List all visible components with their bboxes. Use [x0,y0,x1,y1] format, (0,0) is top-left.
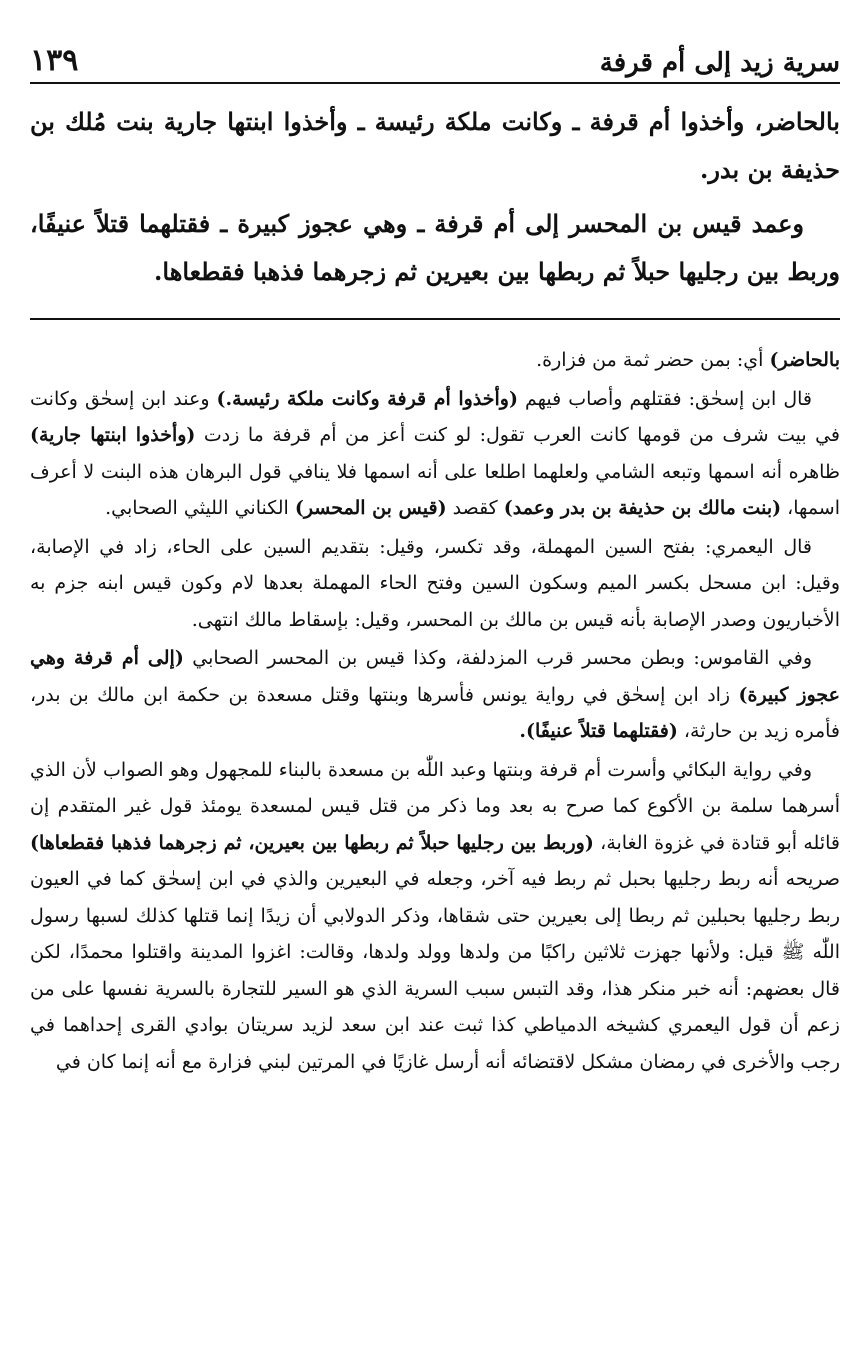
commentary-text: صريحه أنه ربط رجليها بحبل ثم ربط فيه آخر، وجعله في البعيرين والذي في ابن إسحٰق كما في العيون ربط رجليها بحبلين ثم ربطا إلى بعيرين حتى شقاها، وذكر الدولابي أن زيدًا إنما قتلها كذلك لسبها رسول اللّٰه ﷺ قيل: ولأنها جهزت ثلاثين راكبًا من ولدها وولد ولدها، وقالت: اغزوا المدينة واقتلوا محمدًا، لكن قال بعضهم: أنه خبر منكر هذا، وقد التبس سبب السرية الذي هو السير للتجارة بالسرية نفسها على من زعم أن قول اليعمري كشيخه الدمياطي كذا ثبت عند ابن سعد لزيد سريتان بوادي القرى إحداهما في رجب والأخرى في رمضان مشكل لاقتضائه أنه أرسل غازيًا في المرتين لبني فزارة مع أنه إنما كان في [30,868,841,1073]
main-paragraph: وعمد قيس بن المحسر إلى أم قرفة ـ وهي عجوز كبيرة ـ فقتلهما قتلاً عنيفًا، وربط بين رجليها حبلاً ثم ربطها بين بعيرين ثم زجرهما فذهبا فقطعاها. [30,209,840,286]
running-title: سرية زيد إلى أم قرفة [599,48,840,78]
commentary-paragraph [30,529,840,639]
quoted-phrase: (إلى أم قرفة وهي عجوز كبيرة) [30,647,840,706]
main-text [30,98,840,296]
commentary-text: زاد ابن إسحٰق في رواية يونس فأسرها وبنتها وقتل مسعدة بن حكمة ابن مالك بن بدر، فأمره زيد بن حارثة، [30,683,840,742]
commentary-text: وعند ابن إسحٰق وكانت في بيت شرف من قومها كانت العرب تقول: لو كنت أعز من أم قرفة ما زدت [30,387,840,446]
commentary-paragraph [30,640,840,750]
quoted-phrase: بالحاضر) [769,349,840,371]
page-number: ١٣٩ [30,43,79,78]
commentary-paragraph [30,381,840,527]
commentary-text: ظاهره أنه اسمها وتبعه الشامي ولعلهما اطلعا على أنه اسمها فلا ينافي قول البرهان هذه البنت لا أعرف اسمها، [30,460,840,519]
commentary-text: قال اليعمري: بفتح السين المهملة، وقد تكسر، وقيل: بتقديم السين على الحاء، زاد في الإصابة، وقيل: ابن مسحل بكسر الميم وسكون السين وفتح الحاء المهملة بعدها لام وكون قيس ابنه جزم به الأخباريون وصدر الإصابة بأنه قيس بن مالك بن المحسر، وقيل: بإسقاط مالك انتهى. [30,535,840,631]
commentary-paragraph [30,752,840,1081]
commentary-text: أي: بمن حضر ثمة من فزارة. [536,349,770,371]
book-page [30,30,840,1344]
page-header [30,30,840,84]
commentary-text: كقصد [446,497,504,519]
quoted-phrase: (فقتلهما قتلاً عنيفًا). [519,720,678,742]
commentary-text: الكناني الليثي الصحابي. [105,497,295,519]
commentary-paragraph [30,342,840,379]
commentary-text: وفي رواية البكائي وأسرت أم قرفة وبنتها وعبد اللّٰه بن مسعدة بالبناء للمجهول وهو الصواب لأن الذي أسرهما سلمة بن الأكوع كما صرح به بعد وما ذكر من قتل قيس لمسعدة يومئذ قول غير المتقدم إن قائله أبو قتادة في غزوة الغابة، [30,758,841,854]
commentary-text: قال ابن إسحٰق: فقتلهم وأصاب فيهم [517,387,813,410]
quoted-phrase: (بنت مالك بن حذيفة بن بدر وعمد) [503,497,782,519]
quoted-phrase: (وأخذوا أم قرفة وكانت ملكة رئيسة.) [216,387,518,410]
quoted-phrase: (وأخذوا ابنتها جارية) [30,424,196,446]
commentary-text: وفي القاموس: وبطن محسر قرب المزدلفة، وكذا قيس بن المحسر الصحابي [183,647,812,669]
quoted-phrase: (وربط بين رجليها حبلاً ثم ربطها بين بعيرين، ثم زجرهما فذهبا فقطعاها) [30,831,594,854]
commentary [30,342,840,1080]
main-paragraph: بالحاضر، وأخذوا أم قرفة ـ وكانت ملكة رئيسة ـ وأخذوا ابنتها جارية بنت مُلك بن حذيفة بن بدر. [30,107,840,184]
separator-rule [30,318,840,320]
quoted-phrase: (قيس بن المحسر) [294,497,447,519]
